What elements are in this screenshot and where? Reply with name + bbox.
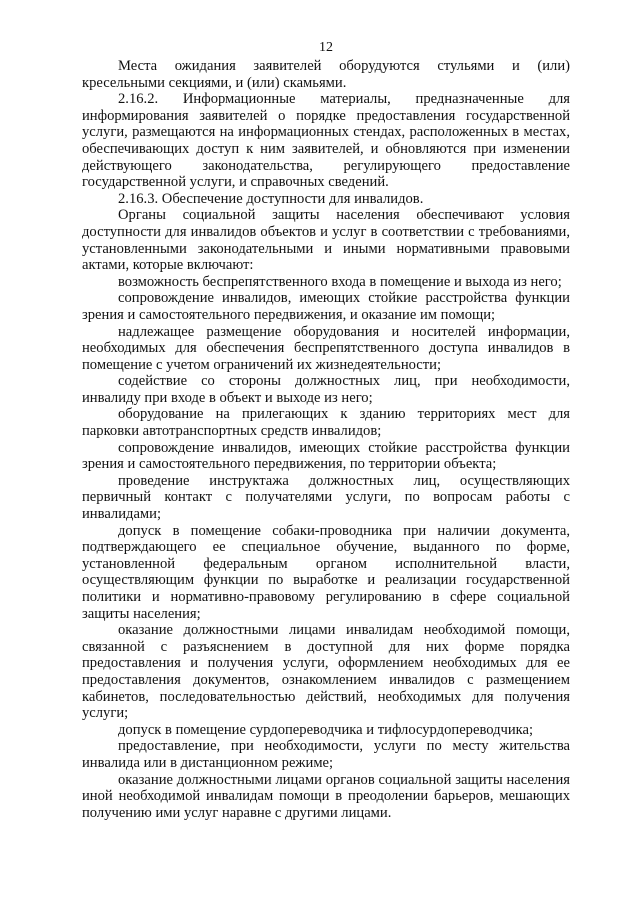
paragraph-2-16-2: 2.16.2. Информационные материалы, предназначенные для информирования заявителей о порядке предоставления государственной услуги, размещаются на информационных стендах, расположенных в местах, обеспечивающих доступ к ним заявителей, и обновляются при изменении действующего законодательства, регулирующего предоставление государственной услуги, и справочных сведений. (82, 91, 570, 191)
page-number: 12 (319, 40, 333, 55)
paragraph-accessibility-intro: Органы социальной защиты населения обеспечивают условия доступности для инвалидов объектов и услуг в соответствии с требованиями, установленными законодательными и иными нормативными правовыми актами, которые включают: (82, 207, 570, 274)
document-page (82, 40, 570, 821)
list-item-escort: сопровождение инвалидов, имеющих стойкие расстройства функции зрения и самостоятельного передвижения, и оказание им помощи; (82, 290, 570, 323)
list-item-equipment-placement: надлежащее размещение оборудования и носителей информации, необходимых для обеспечения беспрепятственного доступа инвалидов в помещение с учетом ограничений их жизнедеятельности; (82, 323, 570, 373)
list-item-explanation-help: оказание должностными лицами инвалидам необходимой помощи, связанной с разъяснением в доступной для них форме порядка предоставления и получения услуги, оформлением необходимых для ее предоставления документов, ознакомлением инвалидов с размещением кабинетов, последовательностью действий, необходимых для получения услуги; (82, 622, 570, 722)
list-item-remote-service: предоставление, при необходимости, услуги по месту жительства инвалида или в дистанционном режиме; (82, 738, 570, 771)
list-item-parking: оборудование на прилегающих к зданию территориях мест для парковки автотранспортных средств инвалидов; (82, 406, 570, 440)
list-item-territory-escort: сопровождение инвалидов, имеющих стойкие расстройства функции зрения и самостоятельного передвижения, по территории объекта; (82, 439, 570, 473)
list-item-entrance: возможность беспрепятственного входа в помещение и выхода из него; (118, 273, 562, 290)
list-item-briefing: проведение инструктажа должностных лиц, осуществляющих первичный контакт с получателями услуги, по вопросам работы с инвалидами; (82, 472, 570, 523)
list-item-other-help: оказание должностными лицами органов социальной защиты населения иной необходимой инвалидам помощи в преодолении барьеров, мешающих получению ими услуг наравне с другими лицами. (82, 771, 570, 821)
list-item-interpreter: допуск в помещение сурдопереводчика и тифлосурдопереводчика; (118, 721, 534, 738)
list-item-guide-dog: допуск в помещение собаки-проводника при наличии документа, подтверждающего ее специальное обучение, выданного по форме, установленной федеральным органом исполнительной власти, осуществляющим функции по выработке и реализации государственной политики и нормативно-правовому регулированию в сфере социальной защиты населения; (82, 522, 570, 622)
paragraph-2-16-3-heading: 2.16.3. Обеспечение доступности для инвалидов. (118, 190, 424, 207)
paragraph-waiting-places: Места ожидания заявителей оборудуются стульями и (или) кресельными секциями, и (или) скамьями. (82, 58, 570, 91)
list-item-official-assistance: содействие со стороны должностных лиц, при необходимости, инвалиду при входе в объект и выходе из него; (82, 373, 570, 406)
